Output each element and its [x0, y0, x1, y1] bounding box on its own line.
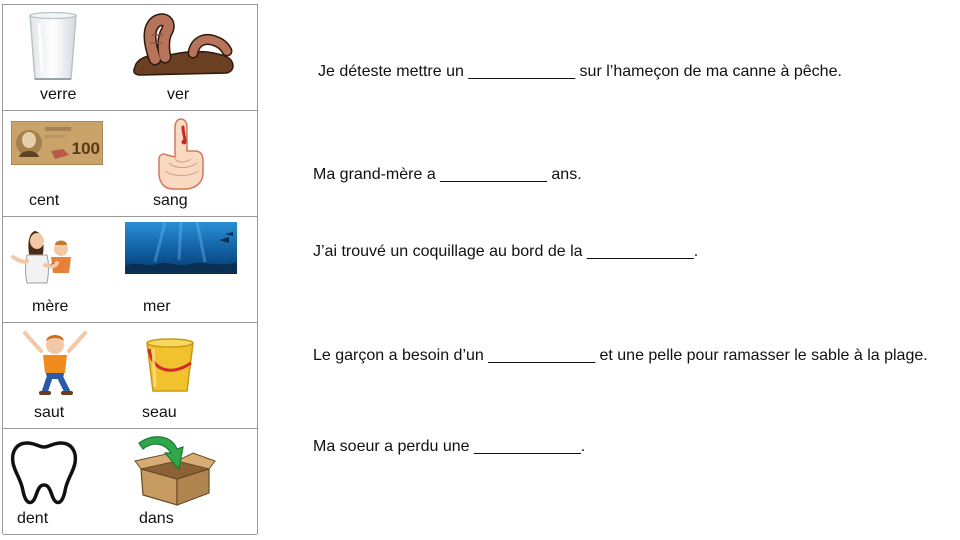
- word-label: seau: [142, 404, 177, 421]
- answer-blank[interactable]: ____________: [474, 438, 581, 455]
- word-label: dent: [17, 510, 49, 527]
- word-label: mer: [143, 298, 171, 315]
- sentence-2: Ma grand-mère a ____________ ans.: [313, 166, 582, 183]
- word-pair-row: [3, 322, 257, 428]
- answer-blank[interactable]: ____________: [468, 63, 576, 80]
- banknote-100-icon: [11, 121, 103, 165]
- answer-blank[interactable]: ____________: [440, 166, 547, 183]
- glass-icon: [27, 11, 79, 83]
- word-pair-row: [3, 110, 257, 216]
- sentence-3: J’ai trouvé un coquillage au bord de la ____________.: [313, 243, 699, 260]
- underwater-sea-icon: [125, 222, 237, 274]
- bucket-icon: [143, 333, 197, 395]
- word-card-mer: [125, 217, 257, 321]
- word-card-cent: [3, 111, 123, 215]
- word-label: cent: [29, 192, 60, 209]
- answer-blank[interactable]: ____________: [488, 347, 596, 364]
- word-card-ver: [125, 5, 257, 109]
- tooth-icon: [9, 439, 79, 507]
- word-card-saut: [3, 323, 123, 427]
- answer-blank[interactable]: ____________: [586, 243, 694, 260]
- word-pair-row: [3, 4, 257, 110]
- word-card-sang: [125, 111, 257, 215]
- word-label: saut: [34, 404, 65, 421]
- word-label: mère: [32, 298, 69, 315]
- sentence-5: Ma soeur a perdu une ____________.: [313, 438, 586, 455]
- sentence-4: Le garçon a besoin d’un ____________ et une pelle pour ramasser le sable à la plage.: [313, 347, 928, 364]
- jumping-boy-icon: [19, 327, 91, 397]
- arrow-into-box-icon: [133, 431, 217, 507]
- word-pair-row: [3, 216, 257, 322]
- word-label: verre: [40, 86, 77, 103]
- worm-icon: [129, 13, 239, 77]
- word-card-dans: [125, 429, 257, 533]
- sentence-1: Je déteste mettre un ____________ sur l’hameçon de ma canne à pêche.: [318, 63, 842, 80]
- word-picture-grid: [2, 4, 258, 534]
- word-card-mere: [3, 217, 123, 321]
- word-label: ver: [167, 86, 190, 103]
- word-card-verre: [3, 5, 123, 109]
- word-card-dent: [3, 429, 123, 533]
- banknote-value: 100: [71, 139, 100, 158]
- bleeding-finger-icon: [155, 115, 207, 191]
- word-pair-row: [3, 428, 257, 535]
- mother-child-icon: [11, 221, 91, 285]
- word-label: sang: [153, 192, 188, 209]
- word-label: dans: [139, 510, 174, 527]
- word-card-seau: [125, 323, 257, 427]
